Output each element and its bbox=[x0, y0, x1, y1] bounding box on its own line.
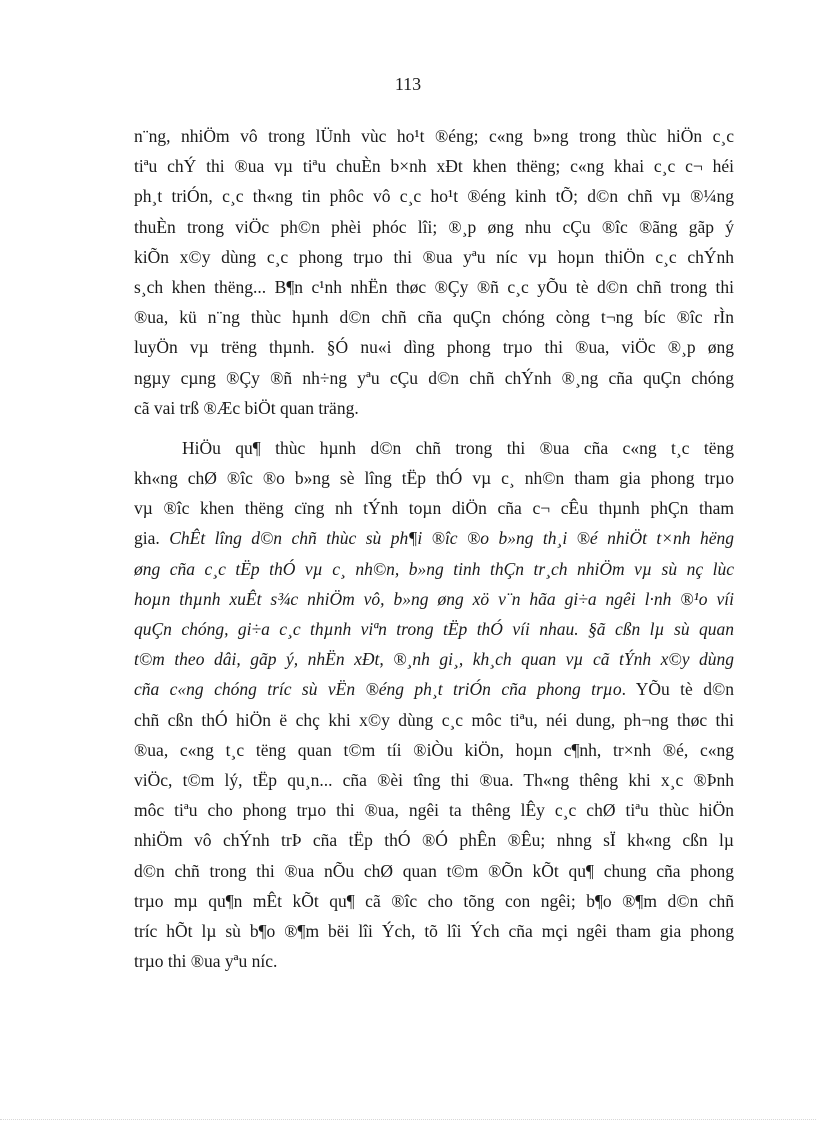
text-line: thuÈn trong viÖc ph©n phèi phóc lîi; ®¸p øng nhu cÇu ®îc ®ãng gãp ý bbox=[134, 216, 734, 237]
italic-text-segment: ChÊt lîng d©n chñ thùc sù ph¶i ®îc ®o b»ng th¸i ®é nhiÖt t×nh hëng bbox=[169, 528, 734, 549]
text-line: vµ ®îc khen thëng cïng nh tÝnh toµn diÖn cña c¬ cÊu thµnh phÇn tham bbox=[134, 498, 734, 519]
italic-text-line: øng cña c¸c tËp thÓ vµ c¸ nh©n, b»ng tinh thÇn tr¸ch nhiÖm vµ sù nç lùc bbox=[134, 558, 734, 579]
text-line: ®ua, kü n¨ng thùc hµnh d©n chñ cña quÇn chóng còng t¬ng bíc ®îc rÌn bbox=[134, 307, 734, 328]
text-line: ph¸t triÓn, c¸c th«ng tin phôc vô c¸c ho¹t ®éng kinh tÕ; d©n chñ vµ ®¼ng bbox=[134, 186, 734, 207]
text-line: ®ua, c«ng t¸c tëng quan t©m tíi ®iÒu kiÖn, hoµn c¶nh, tr×nh ®é, c«ng bbox=[134, 739, 734, 760]
paragraph-gap bbox=[134, 423, 734, 433]
text-line: trµo mµ qu¶n mÊt kÕt qu¶ cã ®îc cho tõng con ngêi; b¶o ®¶m d©n chñ bbox=[134, 890, 734, 911]
text-line-mixed bbox=[134, 674, 734, 704]
text-segment: YÕu tè d©n bbox=[626, 679, 734, 700]
text-line: chñ cßn thÓ hiÖn ë chç khi x©y dùng c¸c môc tiªu, néi dung, ph¬ng thøc thi bbox=[134, 709, 734, 730]
text-line-mixed bbox=[134, 523, 734, 553]
italic-text-line: t©m theo dâi, gãp ý, nhËn xÐt, ®¸nh gi¸, kh¸ch quan vµ cã tÝnh x©y dùng bbox=[134, 649, 734, 670]
text-line: tríc hÕt lµ sù b¶o ®¶m bëi lîi Ých, tõ lîi Ých cña mçi ngêi tham gia phong bbox=[134, 920, 734, 941]
italic-text-line: hoµn thµnh xuÊt s¾c nhiÖm vô, b»ng øng xö v¨n hãa gi÷a ngêi l·nh ®¹o víi bbox=[134, 588, 734, 609]
text-line: kiÕn x©y dùng c¸c phong trµo thi ®ua yªu níc vµ hoµn thiÖn c¸c chÝnh bbox=[134, 246, 734, 267]
text-line: HiÖu qu¶ thùc hµnh d©n chñ trong thi ®ua cña c«ng t¸c tëng bbox=[182, 437, 734, 458]
text-line: n¨ng, nhiÖm vô trong lÜnh vùc ho¹t ®éng; c«ng b»ng trong thùc hiÖn c¸c bbox=[134, 126, 734, 146]
text-line: d©n chñ trong thi ®ua nÕu chØ quan t©m ®Õn kÕt qu¶ chung cña phong bbox=[134, 860, 734, 881]
italic-text-segment: cña c«ng chóng tríc sù vËn ®éng ph¸t triÓn cña phong trµo bbox=[134, 679, 622, 700]
page-number: 113 bbox=[394, 74, 422, 94]
text-line: luyÖn vµ trëng thµnh. §Ó nu«i dìng phong trµo thi ®ua, viÖc ®¸p øng bbox=[134, 337, 734, 358]
text-segment: gia. bbox=[134, 528, 160, 549]
text-line: tiªu chÝ thi ®ua vµ tiªu chuÈn b×nh xÐt khen thëng; c«ng khai c¸c c¬ héi bbox=[134, 156, 734, 177]
text-line: nhiÖm vô chÝnh trÞ cña tËp thÓ ®Ó phÊn ®Êu; nhng sÏ kh«ng cßn lµ bbox=[134, 830, 734, 851]
text-line: cã vai trß ®Æc biÖt quan träng. bbox=[134, 397, 359, 418]
text-line: kh«ng chØ ®îc ®o b»ng sè lîng tËp thÓ vµ c¸ nh©n tham gia phong trµo bbox=[134, 468, 734, 489]
page-bottom-divider bbox=[0, 1119, 816, 1120]
italic-text-line: quÇn chóng, gi÷a c¸c thµnh viªn trong tËp thÓ víi nhau. §ã cßn lµ sù quan bbox=[134, 619, 734, 639]
text-line: trµo thi ®ua yªu níc. bbox=[134, 951, 278, 972]
paragraph-1 bbox=[134, 121, 734, 423]
text-line: s¸ch khen thëng... B¶n c¹nh nhËn thøc ®Çy ®ñ c¸c yÕu tè d©n chñ trong thi bbox=[134, 276, 734, 297]
text-line: ngµy cµng ®Çy ®ñ nh÷ng yªu cÇu d©n chñ chÝnh ®¸ng cña quÇn chóng bbox=[134, 367, 734, 388]
paragraph-2 bbox=[134, 433, 734, 976]
text-segment: . bbox=[621, 679, 627, 700]
text-line: viÖc, t©m lý, tËp qu¸n... cña ®èi tîng thi ®ua. Th«ng thêng khi x¸c ®Þnh bbox=[134, 769, 734, 790]
body-text bbox=[134, 121, 734, 976]
text-line: môc tiªu cho phong trµo thi ®ua, ngêi ta thêng lÊy c¸c chØ tiªu thùc hiÖn bbox=[134, 800, 734, 821]
